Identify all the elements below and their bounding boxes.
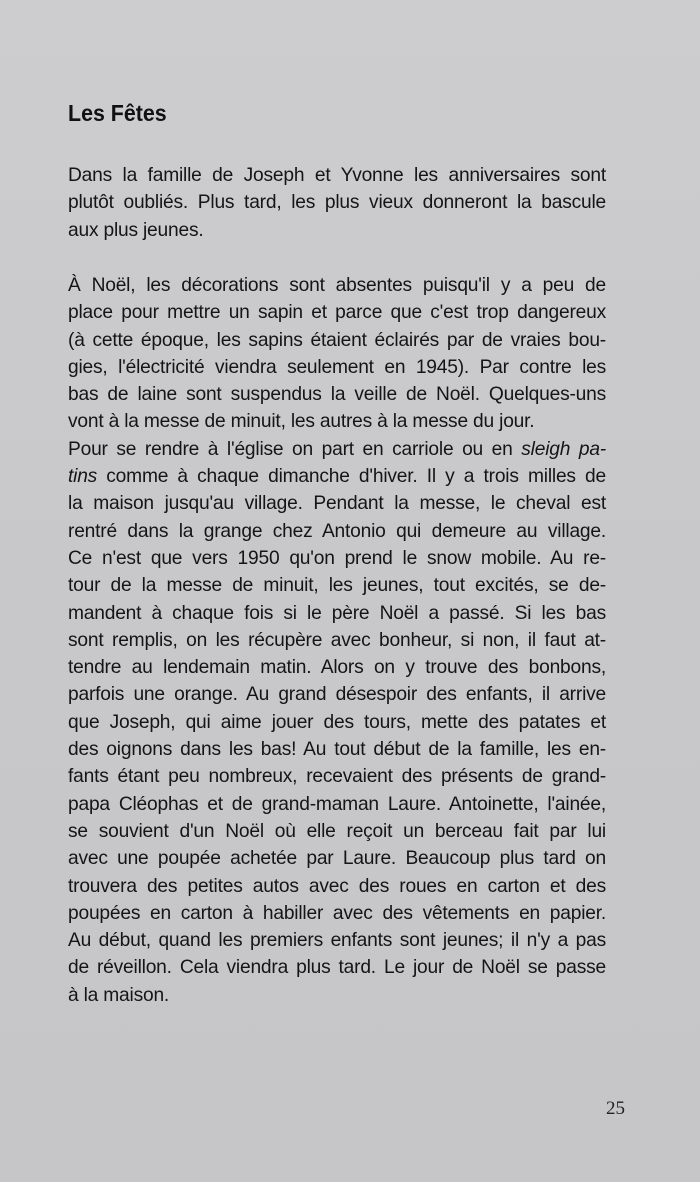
- text-line: tins comme à chaque dimanche d'hiver. Il y a trois milles de: [68, 466, 606, 488]
- text-line: bas de laine sont suspendus la veille de Noël. Quelques-uns: [68, 384, 606, 406]
- text-line: place pour mettre un sapin et parce que c'est trop dangereux: [68, 302, 606, 324]
- text-line: vont à la messe de minuit, les autres à la messe du jour.: [68, 411, 535, 433]
- paragraph-birthdays: [68, 162, 606, 244]
- text-line: Ce n'est que vers 1950 qu'on prend le snow mobile. Au re-: [68, 547, 606, 569]
- text-line: Pour se rendre à l'église on part en carriole ou en sleigh pa-: [68, 438, 606, 460]
- text-line: des oignons dans les bas! Au tout début de la famille, les en-: [68, 739, 606, 761]
- text-line: sont remplis, on les récupère avec bonheur, si non, il faut at-: [68, 629, 606, 651]
- text-line: Dans la famille de Joseph et Yvonne les anniversaires sont: [68, 165, 606, 186]
- text-line: papa Cléophas et de grand-maman Laure. Antoinette, l'ainée,: [68, 793, 606, 815]
- text-line: fants étant peu nombreux, recevaient des présents de grand-: [68, 766, 606, 788]
- text-line: à la maison.: [68, 984, 170, 1006]
- text-line: tendre au lendemain matin. Alors on y trouve des bonbons,: [68, 657, 606, 679]
- text-line: plutôt oubliés. Plus tard, les plus vieux donneront la bascule: [68, 192, 606, 214]
- text-line: À Noël, les décorations sont absentes puisqu'il y a peu de: [68, 275, 606, 296]
- text-line: parfois une orange. Au grand désespoir des enfants, il arrive: [68, 684, 606, 706]
- text-line: poupées en carton à habiller avec des vêtements en papier.: [68, 902, 606, 924]
- text-line: Au début, quand les premiers enfants sont jeunes; il n'y a pas: [68, 930, 606, 952]
- text-line: trouvera des petites autos avec des roues en carton et des: [68, 875, 606, 897]
- text-line: aux plus jeunes.: [68, 219, 204, 241]
- text-line: que Joseph, qui aime jouer des tours, mette des patates et: [68, 711, 606, 733]
- text-line: de réveillon. Cela viendra plus tard. Le jour de Noël se passe: [68, 957, 606, 979]
- text-line: avec une poupée achetée par Laure. Beaucoup plus tard on: [68, 848, 606, 870]
- paragraph-christmas: [68, 272, 606, 1009]
- text-line: gies, l'électricité viendra seulement en 1945). Par contre les: [68, 356, 606, 378]
- text-line: la maison jusqu'au village. Pendant la messe, le cheval est: [68, 493, 606, 515]
- text-line: rentré dans la grange chez Antonio qui demeure au village.: [68, 520, 606, 542]
- page-number: 25: [606, 1098, 625, 1119]
- text-line: mandent à chaque fois si le père Noël a passé. Si les bas: [68, 602, 606, 624]
- section-title: Les Fêtes: [68, 100, 167, 126]
- text-line: tour de la messe de minuit, les jeunes, tout excités, se de-: [68, 575, 606, 597]
- text-line: se souvient d'un Noël où elle reçoit un berceau fait par lui: [68, 820, 606, 842]
- text-line: (à cette époque, les sapins étaient éclairés par de vraies bou-: [68, 329, 606, 351]
